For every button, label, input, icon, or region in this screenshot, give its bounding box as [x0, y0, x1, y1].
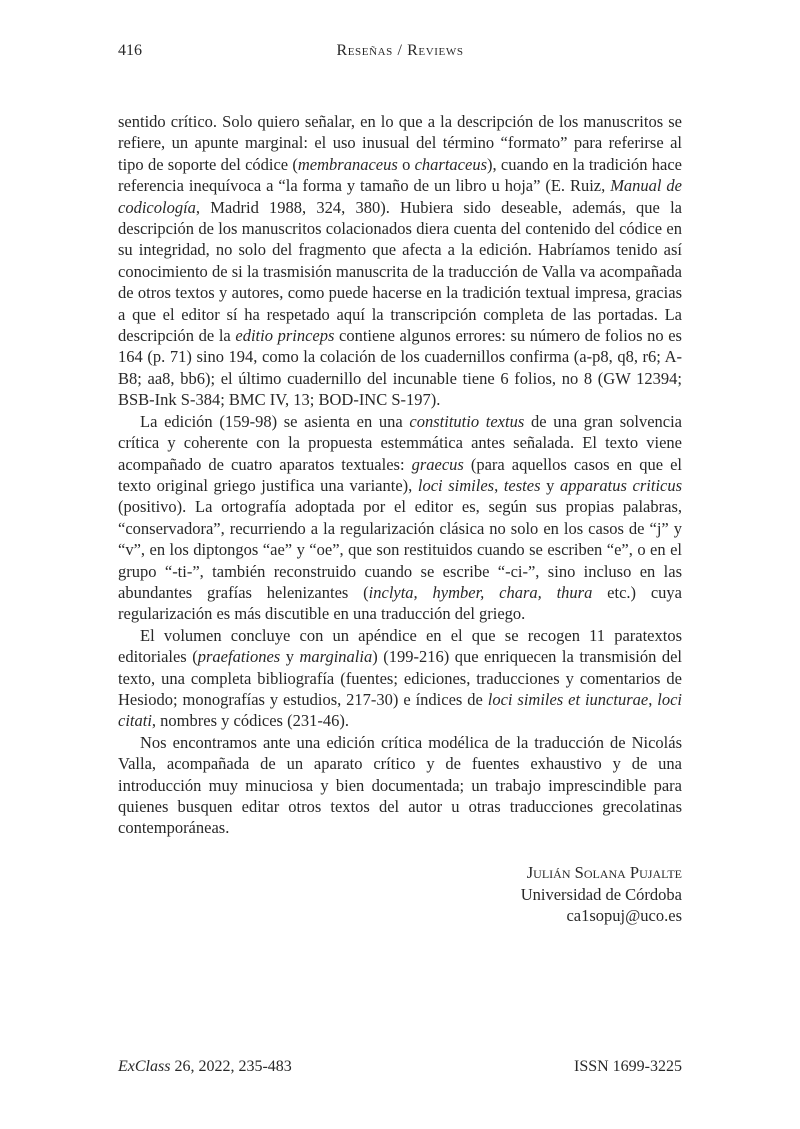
- italic-text-run: constitutio textus: [409, 411, 525, 431]
- author-affiliation: Universidad de Córdoba: [520, 884, 682, 904]
- page-number: 416: [118, 42, 142, 59]
- text-run: (para aquellos casos en que el texto original griego justifica una variante),: [118, 454, 682, 495]
- text-run: ), cuando en la tradición hace referencia inequívoca a “la forma y tamaño de un libro u hoja” (E. Ruiz,: [118, 154, 682, 196]
- text-run: (positivo). La ortografía adoptada por el editor es, según sus propias palabras, “conservadora”, recurriendo a la regularización clásica no solo en los casos de “j” y “v”, en los diptongos “ae” y “oe”, que son restituidos cuando se escriben “e”, o en el grupo “-ti-”, también reconstruido cuando se escribe “-ci-”, sino incluso en las abundantes grafías helenizantes (: [118, 497, 682, 602]
- italic-text-run: editio princeps: [235, 326, 335, 346]
- text-run: Nos encontramos ante una edición crítica modélica de la traducción de Nicolás Valla, acompañada de un aparato crítico y de fuentes exhaustivo y de una introducción muy minuciosa y bien documentada; un trabajo imprescindible para quienes busquen editar otros textos del autor u otras traducciones grecolatinas contemporáneas.: [118, 732, 682, 838]
- italic-text-run: inclyta, hymber, chara, thura: [368, 582, 593, 602]
- text-run: ,: [648, 689, 658, 709]
- paragraph: [118, 625, 682, 732]
- citation-rest: 26, 2022, 235-483: [170, 1058, 292, 1075]
- italic-text-run: membranaceus: [297, 154, 398, 174]
- text-run: o: [397, 154, 415, 174]
- italic-text-run: loci similes et iuncturae: [487, 689, 649, 709]
- text-run: y: [280, 647, 300, 667]
- italic-text-run: apparatus criticus: [559, 475, 683, 495]
- italic-text-run: loci similes: [417, 475, 495, 495]
- text-run: y: [540, 475, 560, 495]
- italic-text-run: testes: [503, 475, 541, 495]
- italic-text-run: Manual de codicología: [118, 176, 683, 217]
- text-run: sentido crítico. Solo quiero señalar, en lo que a la descripción de los manuscritos se refiere, un apunte marginal: el uso inusual del término “formato” para referirse al tipo de soporte del códice (: [118, 112, 682, 174]
- text-run: etc.) cuya regularización es más discutible en una traducción del griego.: [118, 582, 683, 624]
- italic-text-run: graecus: [411, 454, 464, 474]
- italic-text-run: marginalia: [299, 647, 373, 667]
- text-run: de una gran solvencia crítica y coherente con la propuesta estemmática antes señalada. El texto viene acompañado de cuatro aparatos textuales:: [118, 411, 683, 474]
- italic-text-run: loci citati: [118, 689, 683, 731]
- paragraph: [118, 111, 682, 411]
- text-run: , Madrid 1988, 324, 380). Hubiera sido deseable, además, que la descripción de los manuscritos colacionados diera cuenta del contenido del códice en su integridad, no solo del fragmento que afecta a la edición. Habríamos tenido así conocimiento de si la trasmisión manuscrita de la traducción de Valla va acompañada de otros textos y autores, como puede hacerse en la tradición textual impresa, gracias a que el editor sí ha respetado aquí la transcripción completa de las portadas. La descripción de la: [118, 197, 682, 346]
- page-header: [118, 42, 682, 60]
- text-run: ,: [494, 475, 504, 495]
- signature-block: [118, 862, 682, 927]
- author-name: Julián Solana Pujalte: [526, 863, 682, 882]
- italic-text-run: praefationes: [197, 647, 281, 667]
- running-head: Reseñas / Reviews: [336, 42, 464, 59]
- journal-title: ExClass: [118, 1058, 171, 1075]
- journal-citation: [118, 1058, 292, 1076]
- text-run: La edición (159-98) se asienta en una: [140, 411, 410, 431]
- text-run: El volumen concluye con un apéndice en el que se recogen 11 paratextos editoriales (: [118, 625, 682, 667]
- text-run: ) (199-216) que enriquecen la transmisión del texto, una completa bibliografía (fuentes; ediciones, traducciones y comentarios de Hesiodo; monografías y estudios, 217-30) e índices de: [118, 647, 683, 709]
- paragraph: [118, 732, 682, 839]
- paragraph: [118, 411, 682, 625]
- italic-text-run: chartaceus: [414, 154, 487, 174]
- review-body: [118, 111, 682, 839]
- page-footer: [118, 1058, 682, 1076]
- author-email: ca1sopuj@uco.es: [566, 906, 682, 926]
- text-run: , nombres y códices (231-46).: [151, 711, 349, 731]
- text-run: contiene algunos errores: su número de folios no es 164 (p. 71) sino 194, como la colación de los cuadernillos confirma (a-p8, q8, r6; A-B8; aa8, bb6); el último cuadernillo del incunable tiene 6 folios, no 8 (GW 12394; BSB-Ink S-384; BMC IV, 13; BOD-INC S-197).: [118, 326, 682, 410]
- issn: ISSN 1699-3225: [573, 1058, 682, 1075]
